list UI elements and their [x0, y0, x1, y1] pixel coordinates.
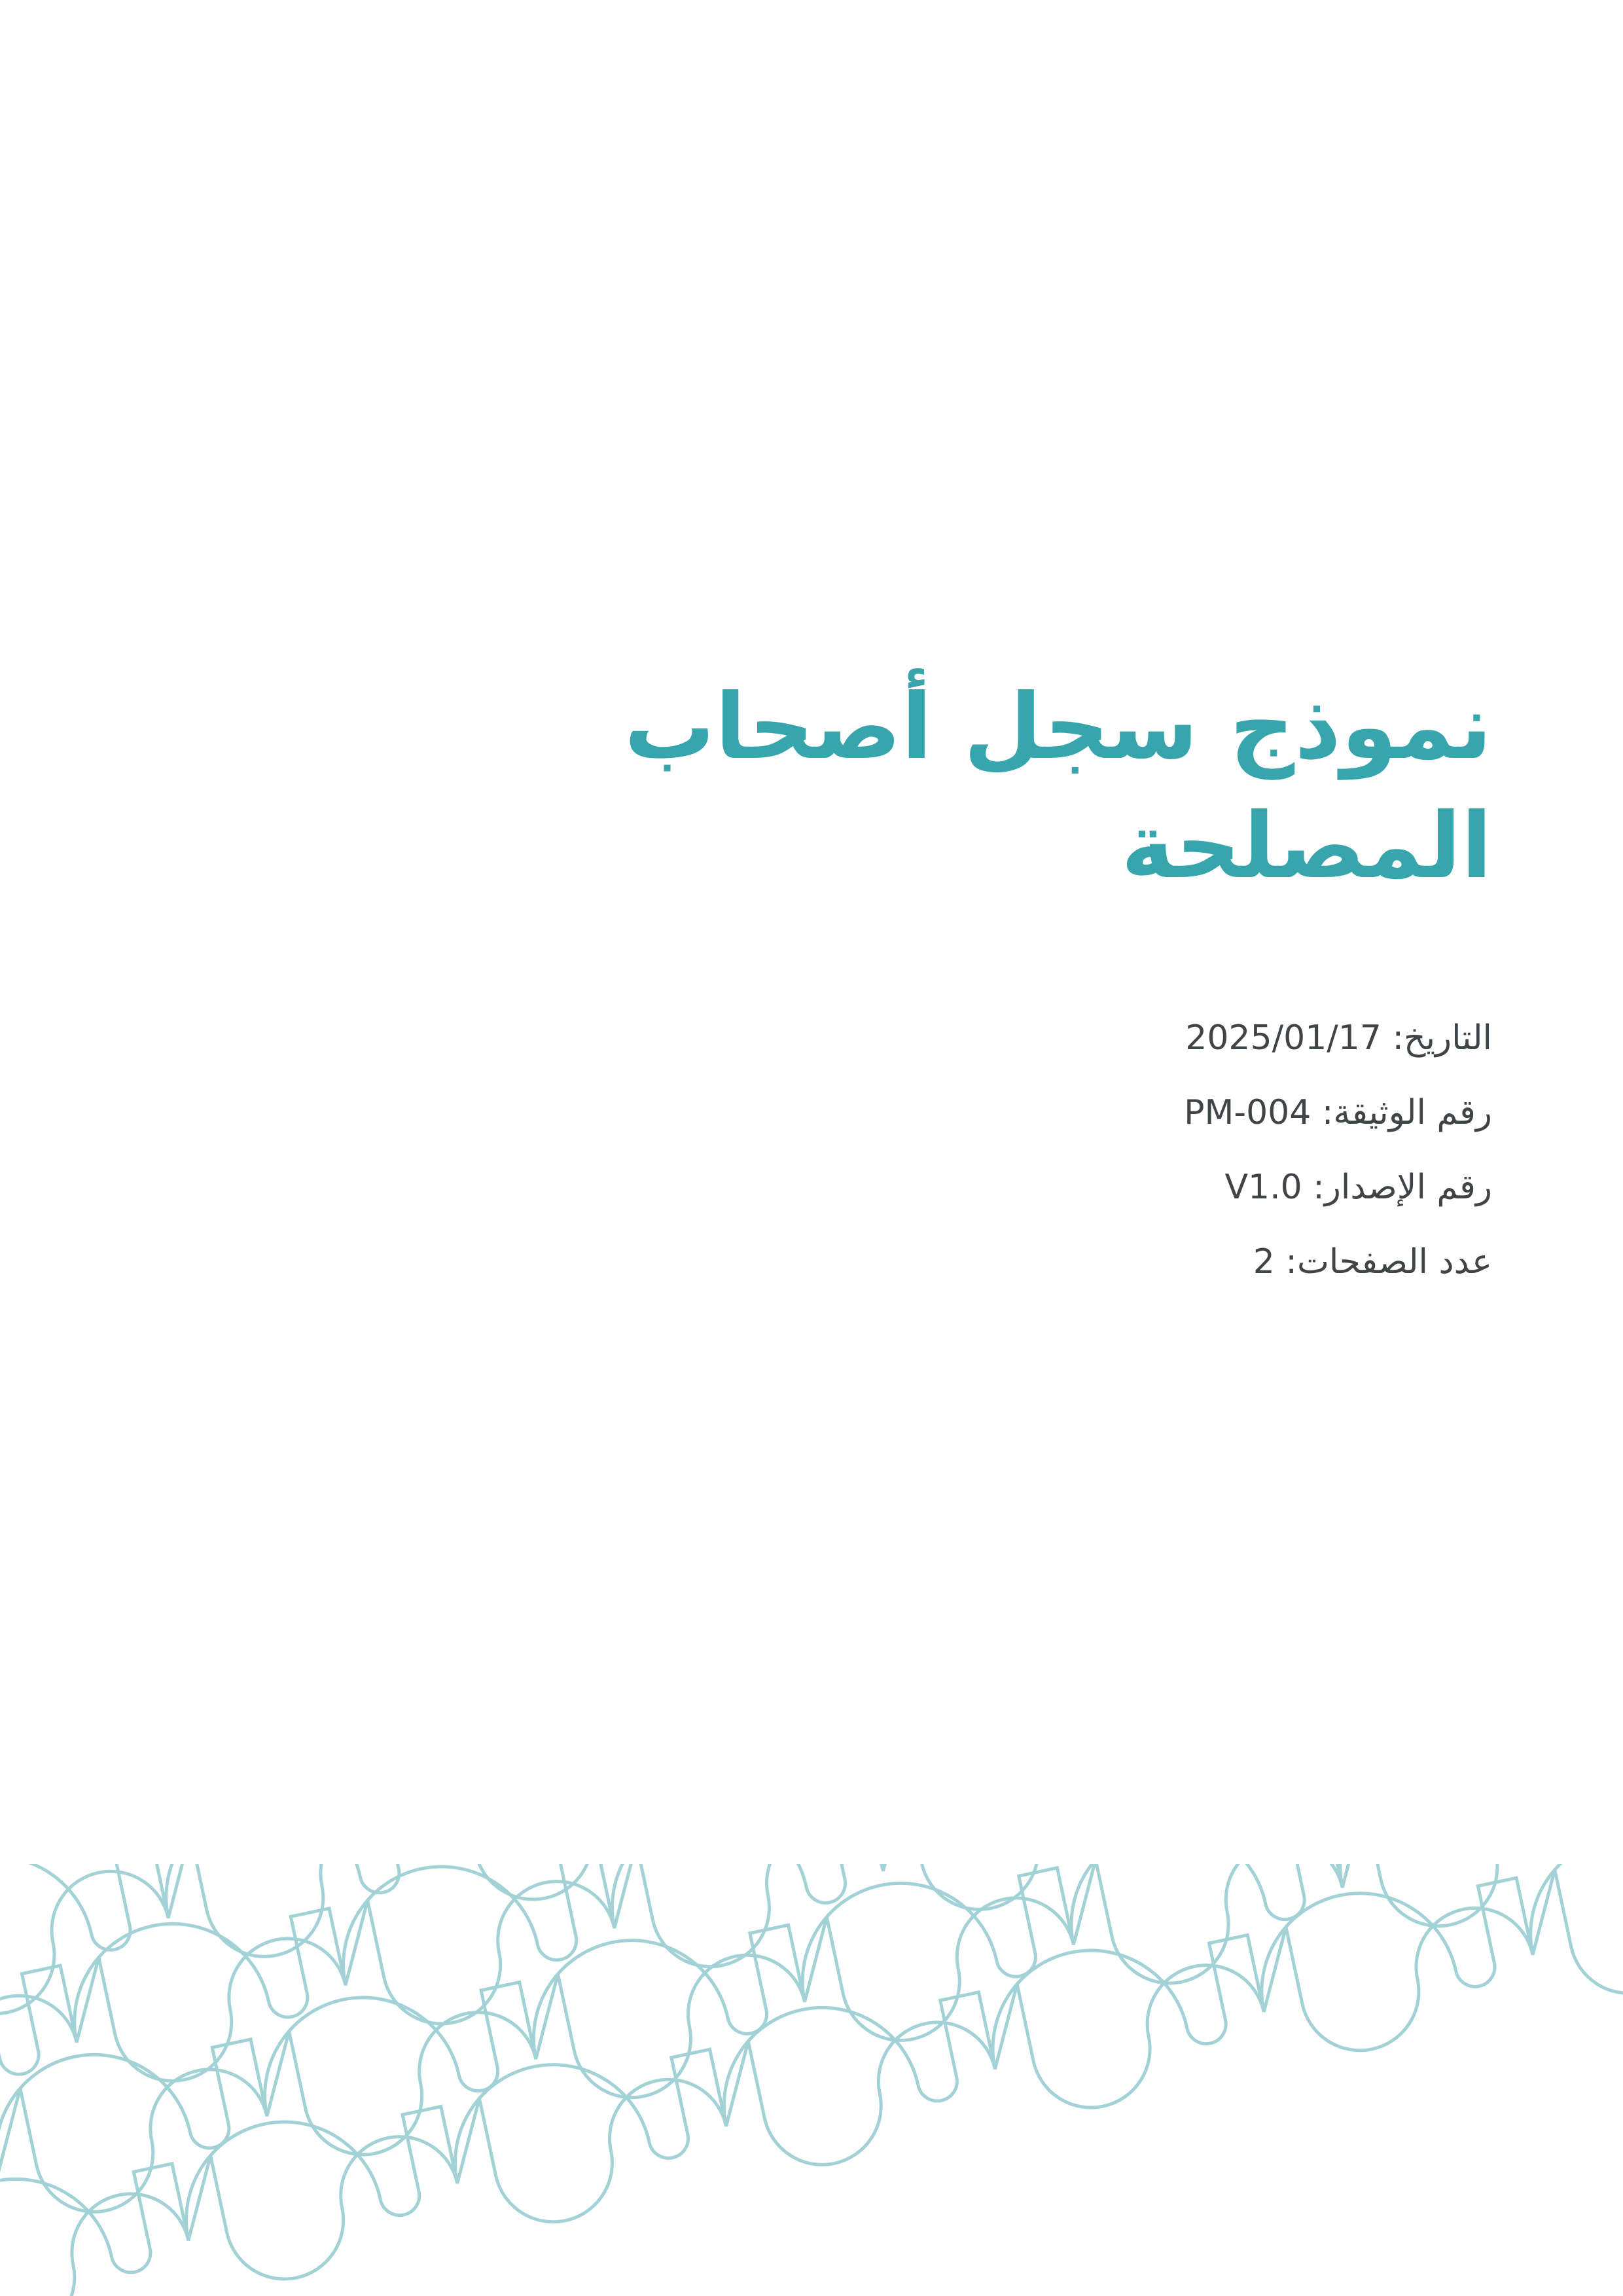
metadata-date: التاريخ: 2025/01/17: [1185, 1018, 1492, 1058]
page-title: نموذج سجل أصحاب المصلحة: [624, 674, 1492, 899]
metadata-version: رقم الإصدار: V1.0: [1224, 1168, 1492, 1207]
metadata-document-number: رقم الوثيقة: PM-004: [1184, 1093, 1492, 1132]
wave-pattern-svg: [0, 1864, 1623, 2296]
decorative-wave-pattern: [0, 1864, 1623, 2296]
title-block: [445, 668, 1492, 906]
metadata-page-count: عدد الصفحات: 2: [1253, 1242, 1492, 1282]
document-metadata: [445, 1018, 1492, 1282]
